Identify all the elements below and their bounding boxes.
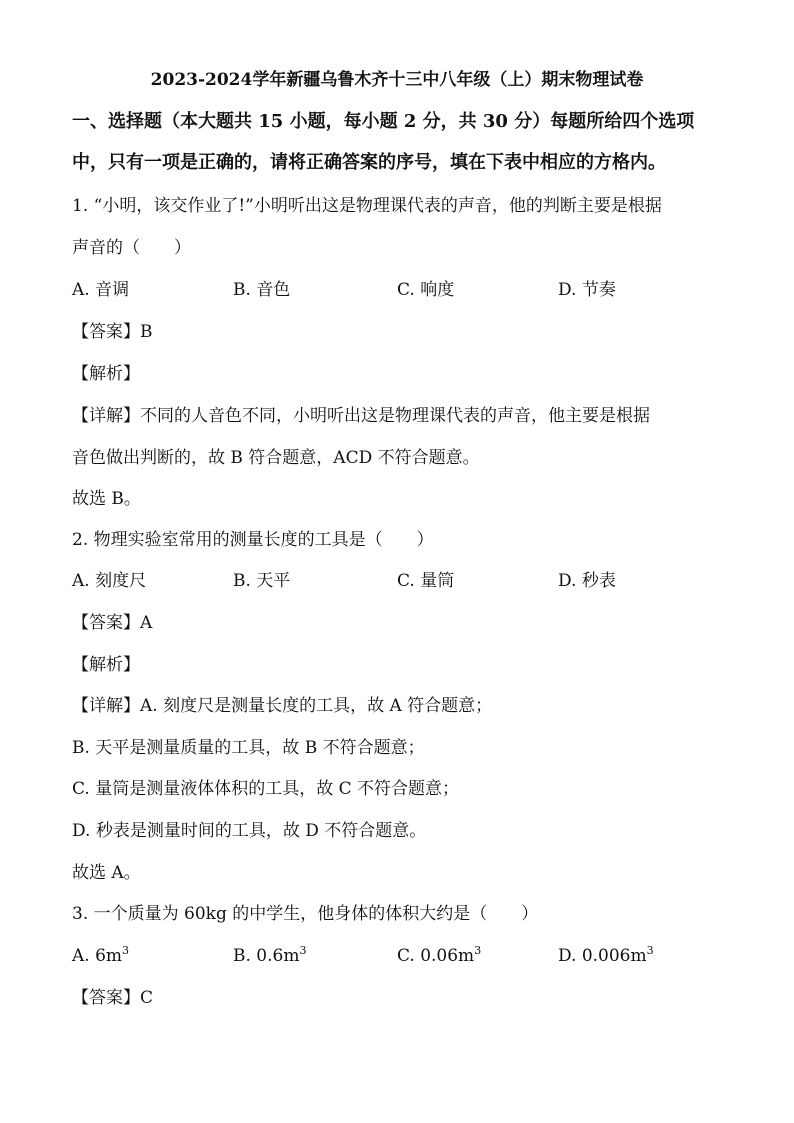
q3-option-c: C. $0.06m^3$ [397, 944, 482, 966]
q3-options [72, 944, 732, 968]
q1-answer: 【答案】B [72, 322, 153, 342]
q2-detail-a: 【详解】A. 刻度尺是测量长度的工具，故 A 符合题意； [72, 696, 493, 716]
q1-detail-line-1: 【详解】不同的人音色不同，小明听出这是物理课代表的声音，他主要是根据 [72, 406, 650, 426]
q2-option-c: C. 量筒 [397, 571, 455, 591]
q1-stem-line-2: 声音的（ ） [72, 238, 191, 258]
q1-detail-line-2: 音色做出判断的，故 B 符合题意，ACD 不符合题意。 [72, 448, 480, 468]
section-header-line-1: 一、选择题（本大题共 15 小题，每小题 2 分，共 30 分）每题所给四个选项 [72, 111, 695, 132]
q1-option-b: B. 音色 [233, 280, 291, 300]
q1-conclusion: 故选 B。 [72, 489, 141, 509]
q2-analysis-label: 【解析】 [72, 655, 140, 675]
section-header-line-2: 中，只有一项是正确的，请将正确答案的序号，填在下表中相应的方格内。 [72, 152, 666, 173]
q2-detail-c: C. 量筒是测量液体体积的工具，故 C 不符合题意； [72, 779, 460, 799]
q2-option-d: D. 秒表 [558, 571, 616, 591]
q1-option-c: C. 响度 [397, 280, 455, 300]
q2-options [72, 569, 732, 593]
q2-detail-b: B. 天平是测量质量的工具，故 B 不符合题意； [72, 738, 425, 758]
q2-stem: 2. 物理实验室常用的测量长度的工具是（ ） [72, 530, 434, 550]
q3-answer: 【答案】C [72, 988, 154, 1008]
q3-option-a: A. $6m^3$ [72, 944, 130, 966]
q1-options [72, 278, 732, 302]
q2-answer: 【答案】A [72, 613, 153, 633]
q3-option-d: D. $0.006m^3$ [558, 944, 654, 966]
q1-stem-line-1: 1. “小明，该交作业了!”小明听出这是物理课代表的声音，他的判断主要是根据 [72, 196, 662, 216]
q2-detail-d: D. 秒表是测量时间的工具，故 D 不符合题意。 [72, 821, 427, 841]
q3-option-b: B. $0.6m^3$ [233, 944, 307, 966]
q3-stem: 3. 一个质量为 60kg 的中学生，他身体的体积大约是（ ） [72, 904, 539, 924]
q1-option-d: D. 节奏 [558, 280, 616, 300]
exam-title: 2023-2024学年新疆乌鲁木齐十三中八年级（上）期末物理试卷 [150, 70, 644, 90]
q2-conclusion: 故选 A。 [72, 863, 141, 883]
q1-option-a: A. 音调 [72, 280, 130, 300]
q1-analysis-label: 【解析】 [72, 364, 140, 384]
q2-option-b: B. 天平 [233, 571, 291, 591]
q2-option-a: A. 刻度尺 [72, 571, 147, 591]
